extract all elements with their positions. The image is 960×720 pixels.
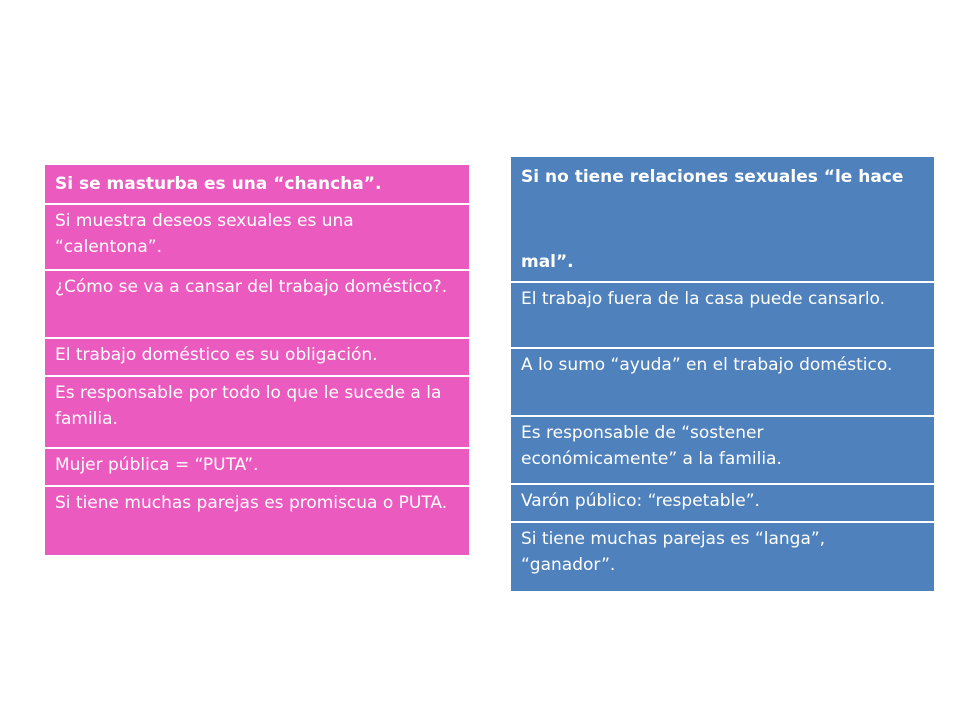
men-row: Varón público: “respetable”. <box>511 485 934 523</box>
men-row: A lo sumo “ayuda” en el trabajo doméstico. <box>511 349 934 417</box>
women-row: ¿Cómo se va a cansar del trabajo doméstico?. <box>45 271 469 339</box>
women-table-header <box>45 165 469 205</box>
men-row: Si tiene muchas parejas es “langa”, “ganador”. <box>511 523 934 591</box>
women-row: Mujer pública = “PUTA”. <box>45 449 469 487</box>
men-table-header <box>511 157 934 283</box>
women-row: Si tiene muchas parejas es promiscua o PUTA. <box>45 487 469 555</box>
men-row: El trabajo fuera de la casa puede cansarlo. <box>511 283 934 349</box>
women-header-text: Si se masturba es una “chancha”. <box>55 173 382 194</box>
men-stereotypes-table <box>511 157 934 591</box>
men-header-line-1: Si no tiene relaciones sexuales “le hace <box>521 167 904 187</box>
women-stereotypes-table <box>45 165 469 555</box>
women-row: Si muestra deseos sexuales es una “calentona”. <box>45 205 469 271</box>
men-row: Es responsable de “sostener económicamente” a la familia. <box>511 417 934 485</box>
women-row: Es responsable por todo lo que le sucede a la familia. <box>45 377 469 449</box>
women-row: El trabajo doméstico es su obligación. <box>45 339 469 377</box>
men-header-line-2: mal”. <box>521 252 574 272</box>
